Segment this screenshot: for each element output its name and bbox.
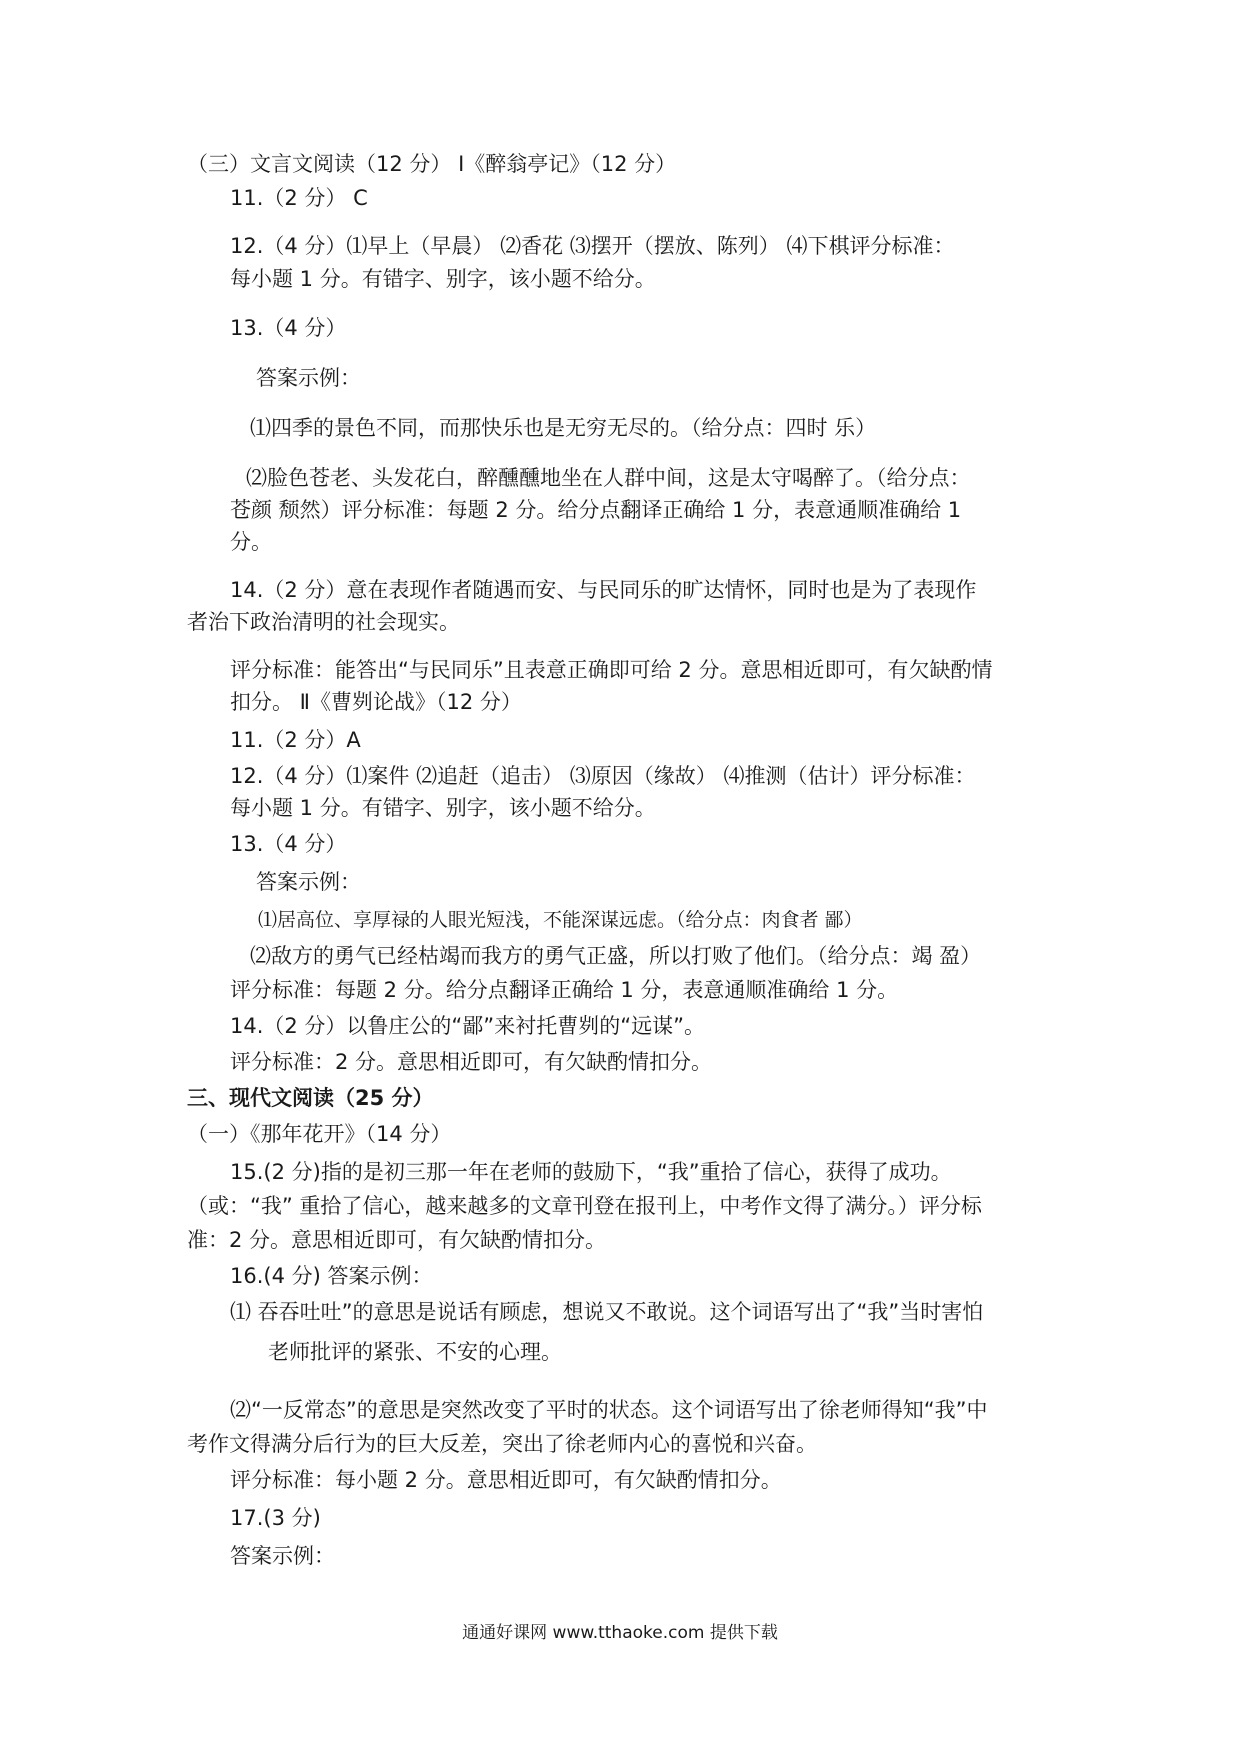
scoring-line: 每小题 1 分。有错字、别字，该小题不给分。 [230,796,656,820]
answer-line: （或：“我” 重拾了信心，越来越多的文章刊登在报刊上，中考作文得了满分。）评分标 [187,1194,982,1218]
answer-line: 12.（4 分）⑴案件 ⑵追赶（追击） ⑶原因（缘故） ⑷推测（估计）评分标准： [230,764,976,788]
answer-line: ⑴ 吞吞吐吐”的意思是说话有顾虑，想说又不敢说。这个词语写出了“我”当时害怕 [230,1300,984,1324]
answer-line: 考作文得满分后行为的巨大反差，突出了徐老师内心的喜悦和兴奋。 [187,1432,817,1456]
scoring-line: 评分标准：能答出“与民同乐”且表意正确即可给 2 分。意思相近即可，有欠缺酌情 [230,658,993,682]
question-number: 13.（4 分） [230,316,347,340]
scoring-line: 准：2 分。意思相近即可，有欠缺酌情扣分。 [187,1228,607,1252]
answer-line: 老师批评的紧张、不安的心理。 [268,1340,562,1364]
answer-line: 11.（2 分）A [230,728,361,752]
scoring-line: 每小题 1 分。有错字、别字，该小题不给分。 [230,267,656,291]
answer-line: 15.(2 分)指的是初三那一年在老师的鼓励下，“我”重拾了信心，获得了成功。 [230,1160,952,1184]
answer-line: 分。 [230,530,272,554]
question-number: 17.(3 分) [230,1506,321,1530]
scoring-line: 评分标准：每题 2 分。给分点翻译正确给 1 分，表意通顺准确给 1 分。 [230,978,899,1002]
section-heading: 扣分。 Ⅱ《曹刿论战》（12 分） [230,690,522,714]
section-heading: （三）文言文阅读（12 分） Ⅰ《醉翁亭记》（12 分） [187,152,677,176]
answer-line: 12.（4 分）⑴早上（早晨） ⑵香花 ⑶摆开（摆放、陈列） ⑷下棋评分标准： [230,234,955,258]
scoring-line: 评分标准：2 分。意思相近即可，有欠缺酌情扣分。 [230,1050,713,1074]
scoring-line: 评分标准：每小题 2 分。意思相近即可，有欠缺酌情扣分。 [230,1468,782,1492]
answer-line: 苍颜 颓然）评分标准：每题 2 分。给分点翻译正确给 1 分，表意通顺准确给 1 [230,498,962,522]
answer-line: ⑵敌方的勇气已经枯竭而我方的勇气正盛，所以打败了他们。（给分点：竭 盈） [250,944,982,968]
answer-line: 14.（2 分）以鲁庄公的“鄙”来衬托曹刿的“远谋”。 [230,1014,705,1038]
answer-example-label: 答案示例： [230,1544,335,1568]
question-number: 13.（4 分） [230,832,347,856]
answer-line: 11.（2 分） C [230,186,368,210]
answer-line: ⑴居高位、享厚禄的人眼光短浅，不能深谋远虑。（给分点：肉食者 鄙） [258,909,863,931]
section-heading: （一）《那年花开》（14 分） [187,1122,452,1146]
answer-line: ⑵“一反常态”的意思是突然改变了平时的状态。这个词语写出了徐老师得知“我”中 [230,1398,988,1422]
answer-example-label: 答案示例： [256,870,361,894]
question-number: 16.(4 分) 答案示例： [230,1264,433,1288]
section-heading: 三、现代文阅读（25 分） [187,1086,434,1110]
answer-line: 者治下政治清明的社会现实。 [187,610,460,634]
page-footer: 通通好课网 www.tthaoke.com 提供下载 [462,1623,778,1643]
answer-line: ⑵脸色苍老、头发花白，醉醺醺地坐在人群中间，这是太守喝醉了。（给分点： [246,466,971,490]
answer-line: ⑴四季的景色不同，而那快乐也是无穷无尽的。（给分点：四时 乐） [250,416,877,440]
answer-line: 14.（2 分）意在表现作者随遇而安、与民同乐的旷达情怀，同时也是为了表现作 [230,578,977,602]
answer-example-label: 答案示例： [256,366,361,390]
